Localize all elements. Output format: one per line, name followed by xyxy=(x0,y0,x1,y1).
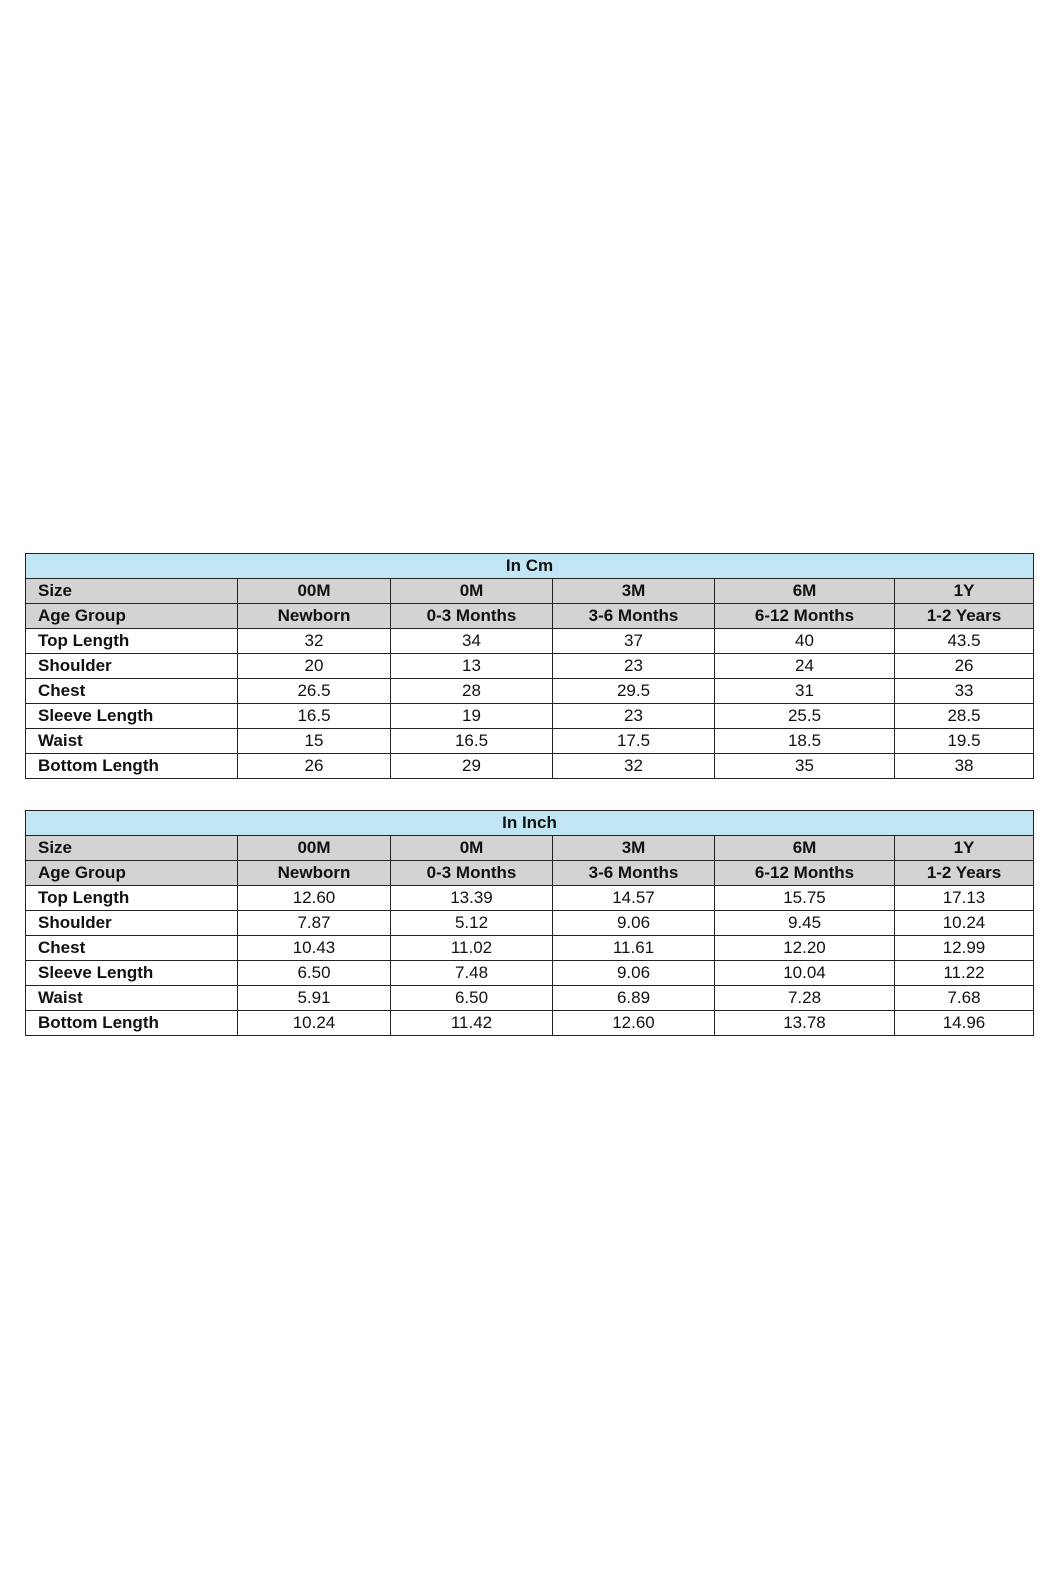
table-cell: 38 xyxy=(895,754,1034,779)
table-cell: 3M xyxy=(553,836,715,861)
table-cell: 11.22 xyxy=(895,961,1034,986)
table-cell: 13 xyxy=(391,654,553,679)
table-cell: 3-6 Months xyxy=(553,861,715,886)
table-cell: 23 xyxy=(553,654,715,679)
table-cell: 11.61 xyxy=(553,936,715,961)
table-cell: 1-2 Years xyxy=(895,861,1034,886)
row-label: Sleeve Length xyxy=(26,704,238,729)
table-cell: 15.75 xyxy=(715,886,895,911)
table-cell: 12.20 xyxy=(715,936,895,961)
table-row xyxy=(26,986,1034,1011)
table-cell: 6.50 xyxy=(238,961,391,986)
row-label: Waist xyxy=(26,729,238,754)
table-cell: 7.68 xyxy=(895,986,1034,1011)
header-row xyxy=(26,861,1034,886)
row-label: Shoulder xyxy=(26,654,238,679)
header-row xyxy=(26,579,1034,604)
table-cell: 12.99 xyxy=(895,936,1034,961)
table-cell: 1Y xyxy=(895,836,1034,861)
table-cell: Newborn xyxy=(238,861,391,886)
table-cell: 6-12 Months xyxy=(715,604,895,629)
table-cell: 17.13 xyxy=(895,886,1034,911)
table-cell: 13.39 xyxy=(391,886,553,911)
table-cell: 37 xyxy=(553,629,715,654)
table-cell: 14.57 xyxy=(553,886,715,911)
table-cell: 10.24 xyxy=(895,911,1034,936)
table-cell: 0-3 Months xyxy=(391,861,553,886)
table-cell: 9.06 xyxy=(553,911,715,936)
table-cell: 43.5 xyxy=(895,629,1034,654)
table-cell: 29.5 xyxy=(553,679,715,704)
row-label: Chest xyxy=(26,936,238,961)
table-cell: 32 xyxy=(238,629,391,654)
row-label: Shoulder xyxy=(26,911,238,936)
table-row xyxy=(26,729,1034,754)
table-row xyxy=(26,1011,1034,1036)
table-cell: 29 xyxy=(391,754,553,779)
table-cell: 11.02 xyxy=(391,936,553,961)
table-cell: 40 xyxy=(715,629,895,654)
table-cell: 5.91 xyxy=(238,986,391,1011)
table-title: In Cm xyxy=(26,554,1034,579)
row-label: Waist xyxy=(26,986,238,1011)
table-row xyxy=(26,961,1034,986)
table-cell: 26 xyxy=(895,654,1034,679)
table-cell: 1-2 Years xyxy=(895,604,1034,629)
row-label: Age Group xyxy=(26,604,238,629)
row-label: Age Group xyxy=(26,861,238,886)
table-cell: 15 xyxy=(238,729,391,754)
table-cell: Newborn xyxy=(238,604,391,629)
table-cell: 10.24 xyxy=(238,1011,391,1036)
size-chart-inch-table xyxy=(25,810,1034,1036)
table-row xyxy=(26,886,1034,911)
table-cell: 19.5 xyxy=(895,729,1034,754)
table-row xyxy=(26,654,1034,679)
table-cell: 6.50 xyxy=(391,986,553,1011)
table-cell: 3M xyxy=(553,579,715,604)
table-cell: 10.43 xyxy=(238,936,391,961)
table-cell: 6.89 xyxy=(553,986,715,1011)
table-cell: 5.12 xyxy=(391,911,553,936)
table-cell: 0M xyxy=(391,579,553,604)
row-label: Top Length xyxy=(26,629,238,654)
table-cell: 23 xyxy=(553,704,715,729)
row-label: Size xyxy=(26,836,238,861)
table-cell: 32 xyxy=(553,754,715,779)
table-row xyxy=(26,754,1034,779)
table-cell: 9.45 xyxy=(715,911,895,936)
table-row xyxy=(26,704,1034,729)
table-cell: 7.28 xyxy=(715,986,895,1011)
table-cell: 18.5 xyxy=(715,729,895,754)
table-cell: 9.06 xyxy=(553,961,715,986)
table-row xyxy=(26,679,1034,704)
table-row xyxy=(26,936,1034,961)
header-row xyxy=(26,604,1034,629)
row-label: Top Length xyxy=(26,886,238,911)
table-cell: 0M xyxy=(391,836,553,861)
table-cell: 17.5 xyxy=(553,729,715,754)
table-cell: 13.78 xyxy=(715,1011,895,1036)
table-cell: 31 xyxy=(715,679,895,704)
table-cell: 28.5 xyxy=(895,704,1034,729)
row-label: Size xyxy=(26,579,238,604)
table-cell: 3-6 Months xyxy=(553,604,715,629)
table-cell: 14.96 xyxy=(895,1011,1034,1036)
table-title: In Inch xyxy=(26,811,1034,836)
header-row xyxy=(26,836,1034,861)
row-label: Chest xyxy=(26,679,238,704)
table-cell: 20 xyxy=(238,654,391,679)
table-cell: 25.5 xyxy=(715,704,895,729)
table-cell: 6M xyxy=(715,579,895,604)
table-cell: 0-3 Months xyxy=(391,604,553,629)
row-label: Sleeve Length xyxy=(26,961,238,986)
table-title-row xyxy=(26,554,1034,579)
table-cell: 7.87 xyxy=(238,911,391,936)
table-cell: 24 xyxy=(715,654,895,679)
table-cell: 33 xyxy=(895,679,1034,704)
table-cell: 12.60 xyxy=(553,1011,715,1036)
table-cell: 6M xyxy=(715,836,895,861)
table-cell: 34 xyxy=(391,629,553,654)
table-cell: 00M xyxy=(238,836,391,861)
row-label: Bottom Length xyxy=(26,754,238,779)
table-cell: 00M xyxy=(238,579,391,604)
table-title-row xyxy=(26,811,1034,836)
table-cell: 12.60 xyxy=(238,886,391,911)
table-cell: 19 xyxy=(391,704,553,729)
table-cell: 11.42 xyxy=(391,1011,553,1036)
table-row xyxy=(26,629,1034,654)
table-cell: 16.5 xyxy=(391,729,553,754)
table-cell: 7.48 xyxy=(391,961,553,986)
table-cell: 26 xyxy=(238,754,391,779)
table-cell: 28 xyxy=(391,679,553,704)
table-cell: 35 xyxy=(715,754,895,779)
size-chart-cm-table xyxy=(25,553,1034,779)
table-cell: 10.04 xyxy=(715,961,895,986)
table-cell: 16.5 xyxy=(238,704,391,729)
table-cell: 26.5 xyxy=(238,679,391,704)
table-cell: 1Y xyxy=(895,579,1034,604)
table-row xyxy=(26,911,1034,936)
table-cell: 6-12 Months xyxy=(715,861,895,886)
row-label: Bottom Length xyxy=(26,1011,238,1036)
